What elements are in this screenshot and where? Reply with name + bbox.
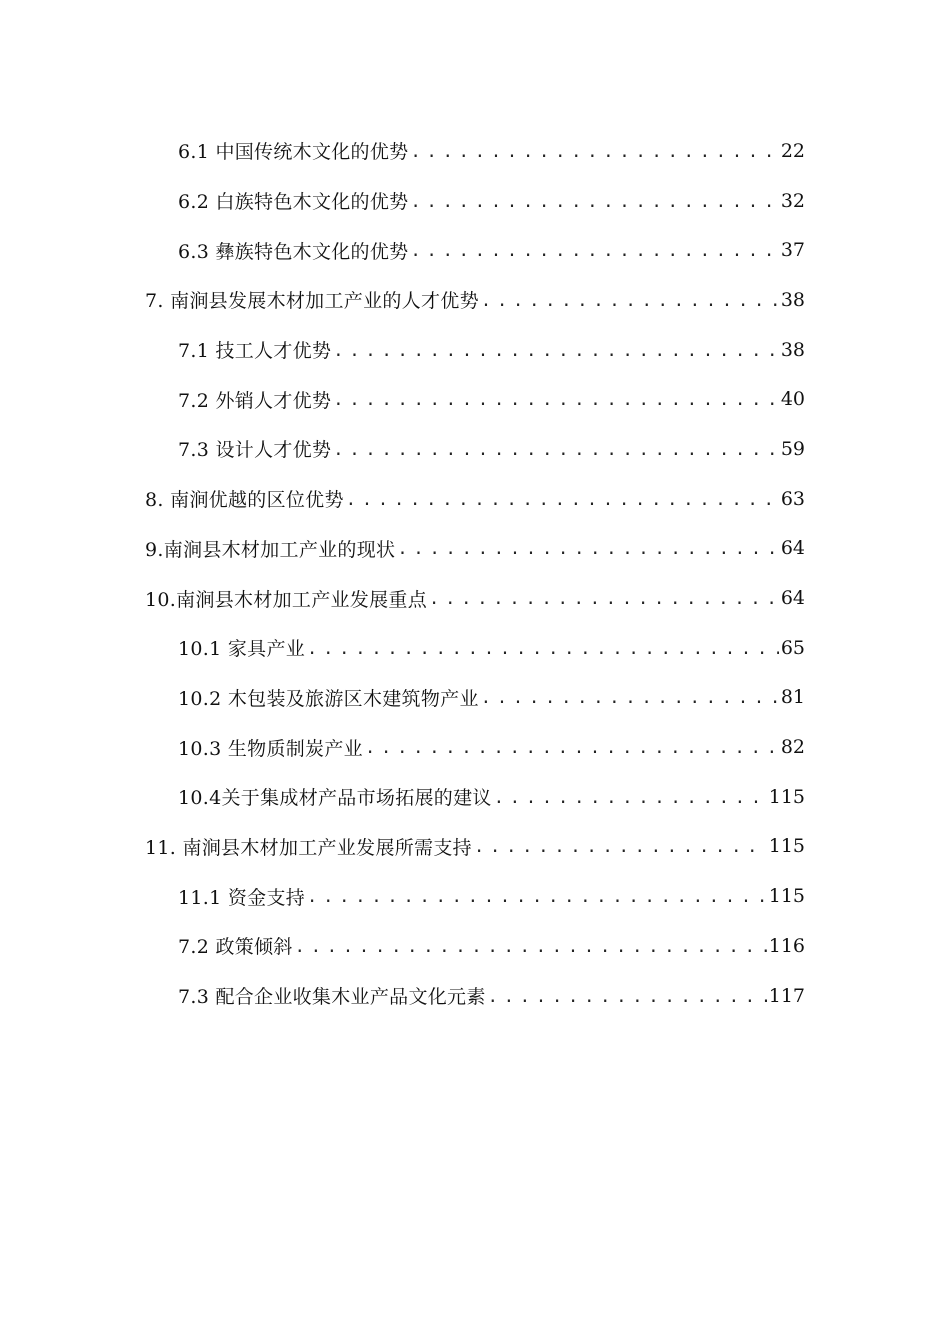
toc-entry-title: 10.南涧县木材加工产业发展重点 [145,588,428,611]
dot-leader [365,738,779,758]
dot-leader [481,291,779,311]
toc-entry[interactable] [0,822,950,872]
toc-entry-page: 37 [780,239,805,262]
toc-entry-title: 6.3 彝族特色木文化的优势 [178,240,409,263]
toc-entry-page: 64 [780,587,805,610]
toc-entry[interactable] [0,474,950,524]
toc-entry[interactable] [0,424,950,474]
toc-entry-page: 115 [768,835,805,858]
toc-entry-title: 10.3 生物质制炭产业 [178,737,363,760]
toc-entry-page: 116 [768,934,805,957]
toc-entry-page: 32 [780,189,805,212]
toc-entry[interactable] [0,921,950,971]
toc-entry-title: 9.南涧县木材加工产业的现状 [145,538,396,561]
toc-entry[interactable] [0,971,950,1021]
toc-entry-title: 7.2 政策倾斜 [178,936,293,959]
toc-entry-title: 10.2 木包装及旅游区木建筑物产业 [178,687,479,710]
toc-entry-title: 6.1 中国传统木文化的优势 [178,141,409,164]
dot-leader [410,192,778,212]
toc-entry-page: 81 [780,686,805,709]
toc-entry[interactable] [0,524,950,574]
toc-entry-title: 10.4关于集成材产品市场拓展的建议 [178,787,492,810]
dot-leader [295,937,767,957]
toc-entry[interactable] [0,623,950,673]
dot-leader [307,639,779,659]
dot-leader [429,589,779,609]
dot-leader [307,887,767,907]
toc-entry-title: 7. 南涧县发展木材加工产业的人才优势 [145,290,479,313]
toc-entry[interactable] [0,573,950,623]
toc-entry-page: 22 [780,139,805,162]
dot-leader [481,688,779,708]
toc-entry-title: 7.3 设计人才优势 [178,439,332,462]
toc-entry-page: 82 [780,736,805,759]
dot-leader [494,788,767,808]
toc-entry-title: 7.2 外销人才优势 [178,389,332,412]
toc-entry-title: 7.1 技工人才优势 [178,340,332,363]
dot-leader [474,837,767,857]
toc-entry-page: 40 [780,388,805,411]
toc-entry-page: 115 [768,785,805,808]
toc-entry[interactable] [0,275,950,325]
toc-entry[interactable] [0,225,950,275]
toc-entry[interactable] [0,722,950,772]
toc-entry-title: 11. 南涧县木材加工产业发展所需支持 [145,836,472,859]
dot-leader [333,341,779,361]
dot-leader [410,142,778,162]
toc-entry-title: 7.3 配合企业收集木业产品文化元素 [178,986,486,1009]
dot-leader [333,440,779,460]
dot-leader [397,539,778,559]
toc-entry-page: 38 [780,288,805,311]
dot-leader [410,241,778,261]
toc-entry-title: 6.2 白族特色木文化的优势 [178,191,409,214]
toc-entry[interactable] [0,126,950,176]
toc-entry-page: 59 [780,437,805,460]
toc-entry[interactable] [0,374,950,424]
toc-entry-title: 8. 南涧优越的区位优势 [145,489,344,512]
toc-entry[interactable] [0,871,950,921]
toc-entry-page: 63 [780,487,805,510]
toc-entry-page: 65 [780,636,805,659]
dot-leader [333,390,779,410]
table-of-contents [0,126,950,1020]
toc-entry[interactable] [0,673,950,723]
dot-leader [488,987,767,1007]
toc-entry-title: 10.1 家具产业 [178,638,306,661]
toc-entry-page: 117 [768,984,805,1007]
toc-entry-page: 38 [780,338,805,361]
toc-entry-page: 64 [780,537,805,560]
toc-entry[interactable] [0,176,950,226]
toc-entry[interactable] [0,772,950,822]
toc-entry-page: 115 [768,885,805,908]
dot-leader [346,490,779,510]
toc-entry-title: 11.1 资金支持 [178,886,306,909]
toc-entry[interactable] [0,325,950,375]
